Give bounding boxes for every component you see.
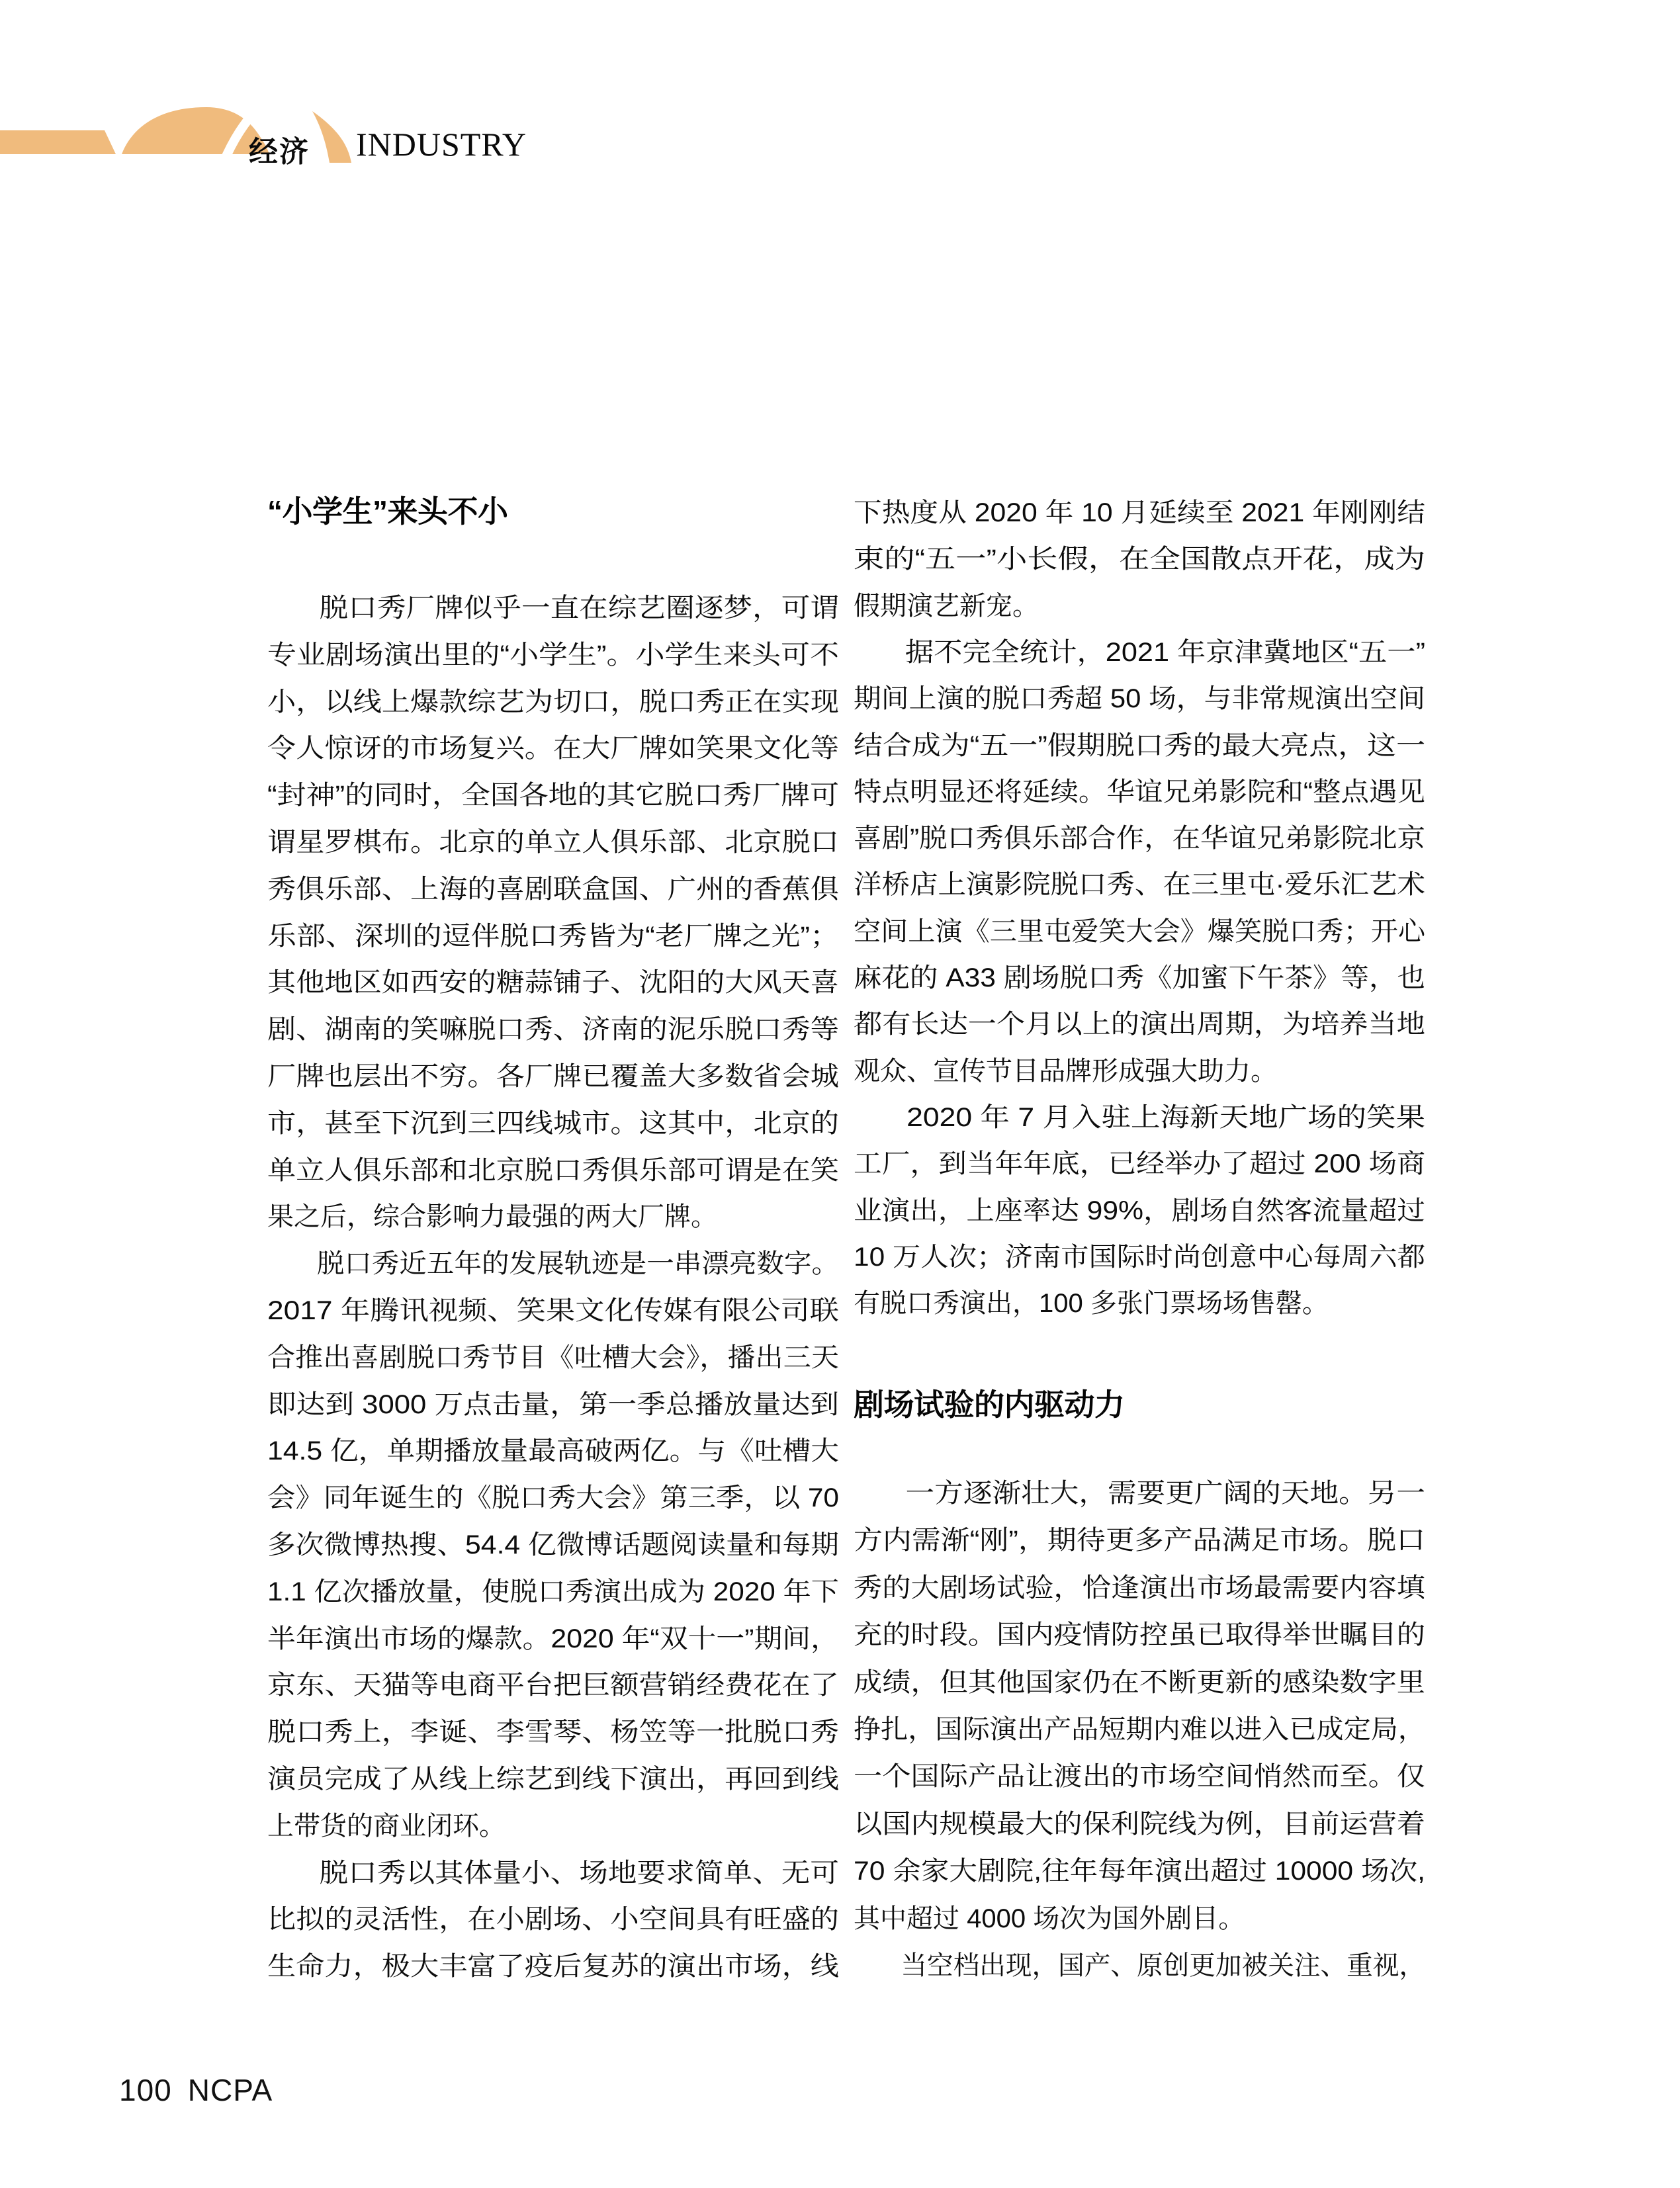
left-column	[267, 0, 839, 2188]
text-line: 有脱口秀演出，100 多张门票场场售罄。	[854, 1289, 1329, 1319]
text-line: 其他地区如西安的糖蒜铺子、沈阳的大风天喜	[267, 968, 839, 998]
text-line: 14.5 亿，单期播放量最高破两亿。与《吐槽大	[267, 1436, 839, 1466]
section-heading-primary: “小学生”来头不小	[267, 494, 508, 529]
text-line: 果之后，综合影响力最强的两大厂牌。	[267, 1202, 717, 1232]
text-line: 其中超过 4000 场次为国外剧目。	[854, 1904, 1245, 1933]
ribbon-bar	[0, 130, 116, 154]
text-line: “封神”的同时，全国各地的其它脱口秀厂牌可	[267, 781, 839, 810]
text-line: 合推出喜剧脱口秀节目《吐槽大会》，播出三天	[267, 1342, 839, 1372]
text-line: 秀的大剧场试验，恰逢演出市场最需要内容填	[854, 1573, 1425, 1602]
section-label-en: INDUSTRY	[356, 126, 527, 163]
text-line: 以国内规模最大的保利院线为例，目前运营着	[854, 1809, 1425, 1839]
text-line: 即达到 3000 万点击量，第一季总播放量达到	[267, 1389, 839, 1419]
text-line: 洋桥店上演影院脱口秀、在三里屯·爱乐汇艺术	[854, 870, 1425, 900]
text-line: 2017 年腾讯视频、笑果文化传媒有限公司联	[267, 1296, 839, 1325]
text-line: 当空档出现，国产、原创更加被关注、重视，	[901, 1951, 1425, 1980]
text-line: 都有长达一个月以上的演出周期，为培养当地	[854, 1010, 1425, 1039]
text-line: 一方逐渐壮大，需要更广阔的天地。另一	[905, 1479, 1425, 1508]
text-line: 1.1 亿次播放量，使脱口秀演出成为 2020 年下	[267, 1577, 839, 1606]
text-line: 期间上演的脱口秀超 50 场，与非常规演出空间	[854, 684, 1425, 714]
text-line: 小，以线上爆款综艺为切口，脱口秀正在实现	[267, 687, 839, 717]
text-line: 秀俱乐部、上海的喜剧联盒国、广州的香蕉俱	[267, 874, 839, 904]
text-line: 上带货的商业闭环。	[267, 1811, 506, 1841]
text-line: 比拟的灵活性，在小剧场、小空间具有旺盛的	[267, 1905, 839, 1935]
section-heading-secondary: 剧场试验的内驱动力	[854, 1387, 1125, 1422]
text-line: 演员完成了从线上综艺到线下演出，再回到线	[267, 1765, 839, 1794]
text-line: 谓星罗棋布。北京的单立人俱乐部、北京脱口	[267, 828, 839, 857]
text-line: 京东、天猫等电商平台把巨额营销经费花在了	[267, 1671, 839, 1700]
text-line: 假期演艺新宠。	[854, 591, 1039, 621]
text-line: 特点明显还将延续。华谊兄弟影院和“整点遇见	[854, 777, 1425, 807]
text-line: 生命力，极大丰富了疫后复苏的演出市场，线	[267, 1952, 839, 1982]
text-line: 观众、宣传节目品牌形成强大助力。	[854, 1056, 1277, 1086]
text-line: 专业剧场演出里的“小学生”。小学生来头可不	[267, 640, 839, 670]
text-line: 脱口秀近五年的发展轨迹是一串漂亮数字。	[316, 1249, 839, 1279]
text-line: 剧、湖南的笑嘛脱口秀、济南的泥乐脱口秀等	[267, 1015, 839, 1045]
section-label-cn: 经济	[249, 136, 310, 168]
text-line: 束的“五一”小长假，在全国散点开花，成为	[854, 545, 1425, 574]
text-line: 2020 年 7 月入驻上海新天地广场的笑果	[906, 1102, 1425, 1132]
text-line: 麻花的 A33 剧场脱口秀《加蜜下午茶》等，也	[854, 963, 1425, 992]
text-line: 结合成为“五一”假期脱口秀的最大亮点，这一	[854, 730, 1425, 760]
text-line: 挣扎，国际演出产品短期内难以进入已成定局，	[854, 1715, 1425, 1744]
text-line: 方内需渐“刚”，期待更多产品满足市场。脱口	[854, 1526, 1425, 1555]
text-line: 据不完全统计，2021 年京津冀地区“五一”	[905, 637, 1425, 667]
text-line: 脱口秀上，李诞、李雪琴、杨笠等一批脱口秀	[267, 1718, 839, 1747]
text-line: 空间上演《三里屯爱笑大会》爆笑脱口秀；开心	[854, 916, 1425, 946]
text-line: 10 万人次；济南市国际时尚创意中心每周六都	[854, 1242, 1425, 1272]
text-line: 一个国际产品让渡出的市场空间悄然而至。仅	[854, 1762, 1425, 1792]
page-number: 100	[119, 2073, 172, 2107]
text-line: 厂牌也层出不穷。各厂牌已覆盖大多数省会城	[267, 1062, 839, 1091]
text-line: 多次微博热搜、54.4 亿微博话题阅读量和每期	[267, 1530, 839, 1559]
text-line: 脱口秀厂牌似乎一直在综艺圈逐梦，可谓	[319, 593, 839, 623]
text-line: 业演出，上座率达 99%，剧场自然客流量超过	[854, 1196, 1425, 1225]
text-line: 乐部、深圳的逗伴脱口秀皆为“老厂牌之光”；	[267, 921, 839, 951]
journal-brand: NCPA	[187, 2073, 273, 2107]
text-line: 喜剧”脱口秀俱乐部合作，在华谊兄弟影院北京	[854, 824, 1425, 853]
page-footer	[119, 2072, 273, 2108]
text-line: 工厂，到当年年底，已经举办了超过 200 场商	[854, 1149, 1425, 1179]
text-line: 下热度从 2020 年 10 月延续至 2021 年刚刚结	[854, 498, 1425, 527]
right-column	[854, 0, 1425, 2188]
text-line: 市，甚至下沉到三四线城市。这其中，北京的	[267, 1108, 839, 1138]
text-line: 单立人俱乐部和北京脱口秀俱乐部可谓是在笑	[267, 1155, 839, 1185]
text-line: 会》同年诞生的《脱口秀大会》第三季，以 70	[267, 1483, 839, 1513]
text-line: 脱口秀以其体量小、场地要求简单、无可	[319, 1858, 839, 1888]
text-line: 令人惊讶的市场复兴。在大厂牌如笑果文化等	[267, 734, 839, 764]
text-line: 充的时段。国内疫情防控虽已取得举世瞩目的	[854, 1620, 1425, 1650]
text-line: 70 余家大剧院,往年每年演出超过 10000 场次,	[854, 1857, 1425, 1886]
text-line: 半年演出市场的爆款。2020 年“双十一”期间，	[267, 1624, 839, 1653]
text-line: 成绩，但其他国家仍在不断更新的感染数字里	[854, 1667, 1425, 1697]
